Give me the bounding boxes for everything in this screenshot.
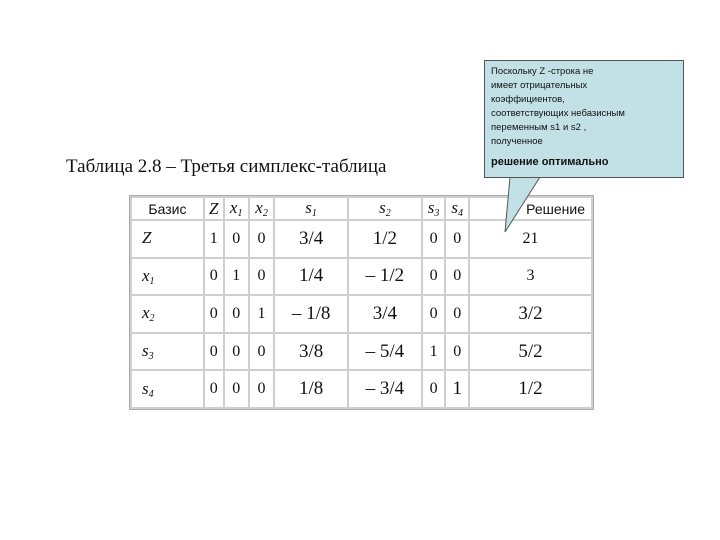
table-cell: 1/8 <box>275 371 347 407</box>
table-cell: 0 <box>225 221 248 257</box>
table-cell: 0 <box>250 371 273 407</box>
table-cell: 0 <box>205 371 223 407</box>
header-s4: $s_4$ <box>446 198 468 219</box>
callout-line: Поскольку Z -строка не <box>491 66 594 77</box>
table-cell: 0 <box>423 296 445 332</box>
table-cell: 3/4 <box>275 221 347 257</box>
table-cell: 0 <box>250 334 273 370</box>
table-cell: 0 <box>446 334 468 370</box>
table-cell: 1/2 <box>470 371 591 407</box>
row-basis: $x_1$ <box>132 259 203 295</box>
header-s3: $s_3$ <box>423 198 445 219</box>
callout-note <box>484 60 684 178</box>
table-cell: 0 <box>225 334 248 370</box>
table-cell: 1 <box>250 296 273 332</box>
callout-line: полученное <box>491 136 543 147</box>
table-cell: 0 <box>205 334 223 370</box>
table-cell: 0 <box>423 221 445 257</box>
header-s1: $s_1$ <box>275 198 347 219</box>
table-cell: – 1/2 <box>349 259 421 295</box>
row-basis: $x_2$ <box>132 296 203 332</box>
table-title: Таблица 2.8 – Третья симплекс-таблица <box>66 156 387 177</box>
table-cell: 1 <box>446 371 468 407</box>
row-basis: $s_3$ <box>132 334 203 370</box>
table-cell: 1 <box>205 221 223 257</box>
table-cell: – 5/4 <box>349 334 421 370</box>
table-cell: 3 <box>470 259 591 295</box>
table-cell: 1/2 <box>349 221 421 257</box>
table-cell: 0 <box>205 296 223 332</box>
table-cell: 3/4 <box>349 296 421 332</box>
table-cell: 3/8 <box>275 334 347 370</box>
table-cell: 0 <box>446 296 468 332</box>
row-basis: $s_4$ <box>132 371 203 407</box>
table-cell: 1/4 <box>275 259 347 295</box>
table-cell: 5/2 <box>470 334 591 370</box>
table-cell: 1 <box>423 334 445 370</box>
table-cell: – 3/4 <box>349 371 421 407</box>
table-cell: 1 <box>225 259 248 295</box>
table-cell: 0 <box>225 371 248 407</box>
table-cell: 21 <box>470 221 591 257</box>
table-cell: – 1/8 <box>275 296 347 332</box>
header-basis: Базис <box>132 198 203 219</box>
table-cell: 0 <box>225 296 248 332</box>
table-cell: 0 <box>423 371 445 407</box>
header-z: Z <box>205 198 223 219</box>
table-cell: 0 <box>446 259 468 295</box>
header-x1: $x_1$ <box>225 198 248 219</box>
table-cell: 0 <box>423 259 445 295</box>
table-cell: 0 <box>446 221 468 257</box>
header-s2: $s_2$ <box>349 198 421 219</box>
callout-line: имеет отрицательных <box>491 80 588 91</box>
row-basis: Z <box>132 221 203 257</box>
header-solution: Решение <box>470 198 591 219</box>
callout-conclusion: решение оптимально <box>491 156 609 168</box>
table-cell: 3/2 <box>470 296 591 332</box>
table-cell: 0 <box>250 221 273 257</box>
callout-line: переменным s1 и s2 , <box>491 122 587 133</box>
callout-line: соответствующих небазисным <box>491 108 625 119</box>
header-x2: $x_2$ <box>250 198 273 219</box>
callout-line: коэффициентов, <box>491 94 565 105</box>
table-cell: 0 <box>205 259 223 295</box>
table-cell: 0 <box>250 259 273 295</box>
